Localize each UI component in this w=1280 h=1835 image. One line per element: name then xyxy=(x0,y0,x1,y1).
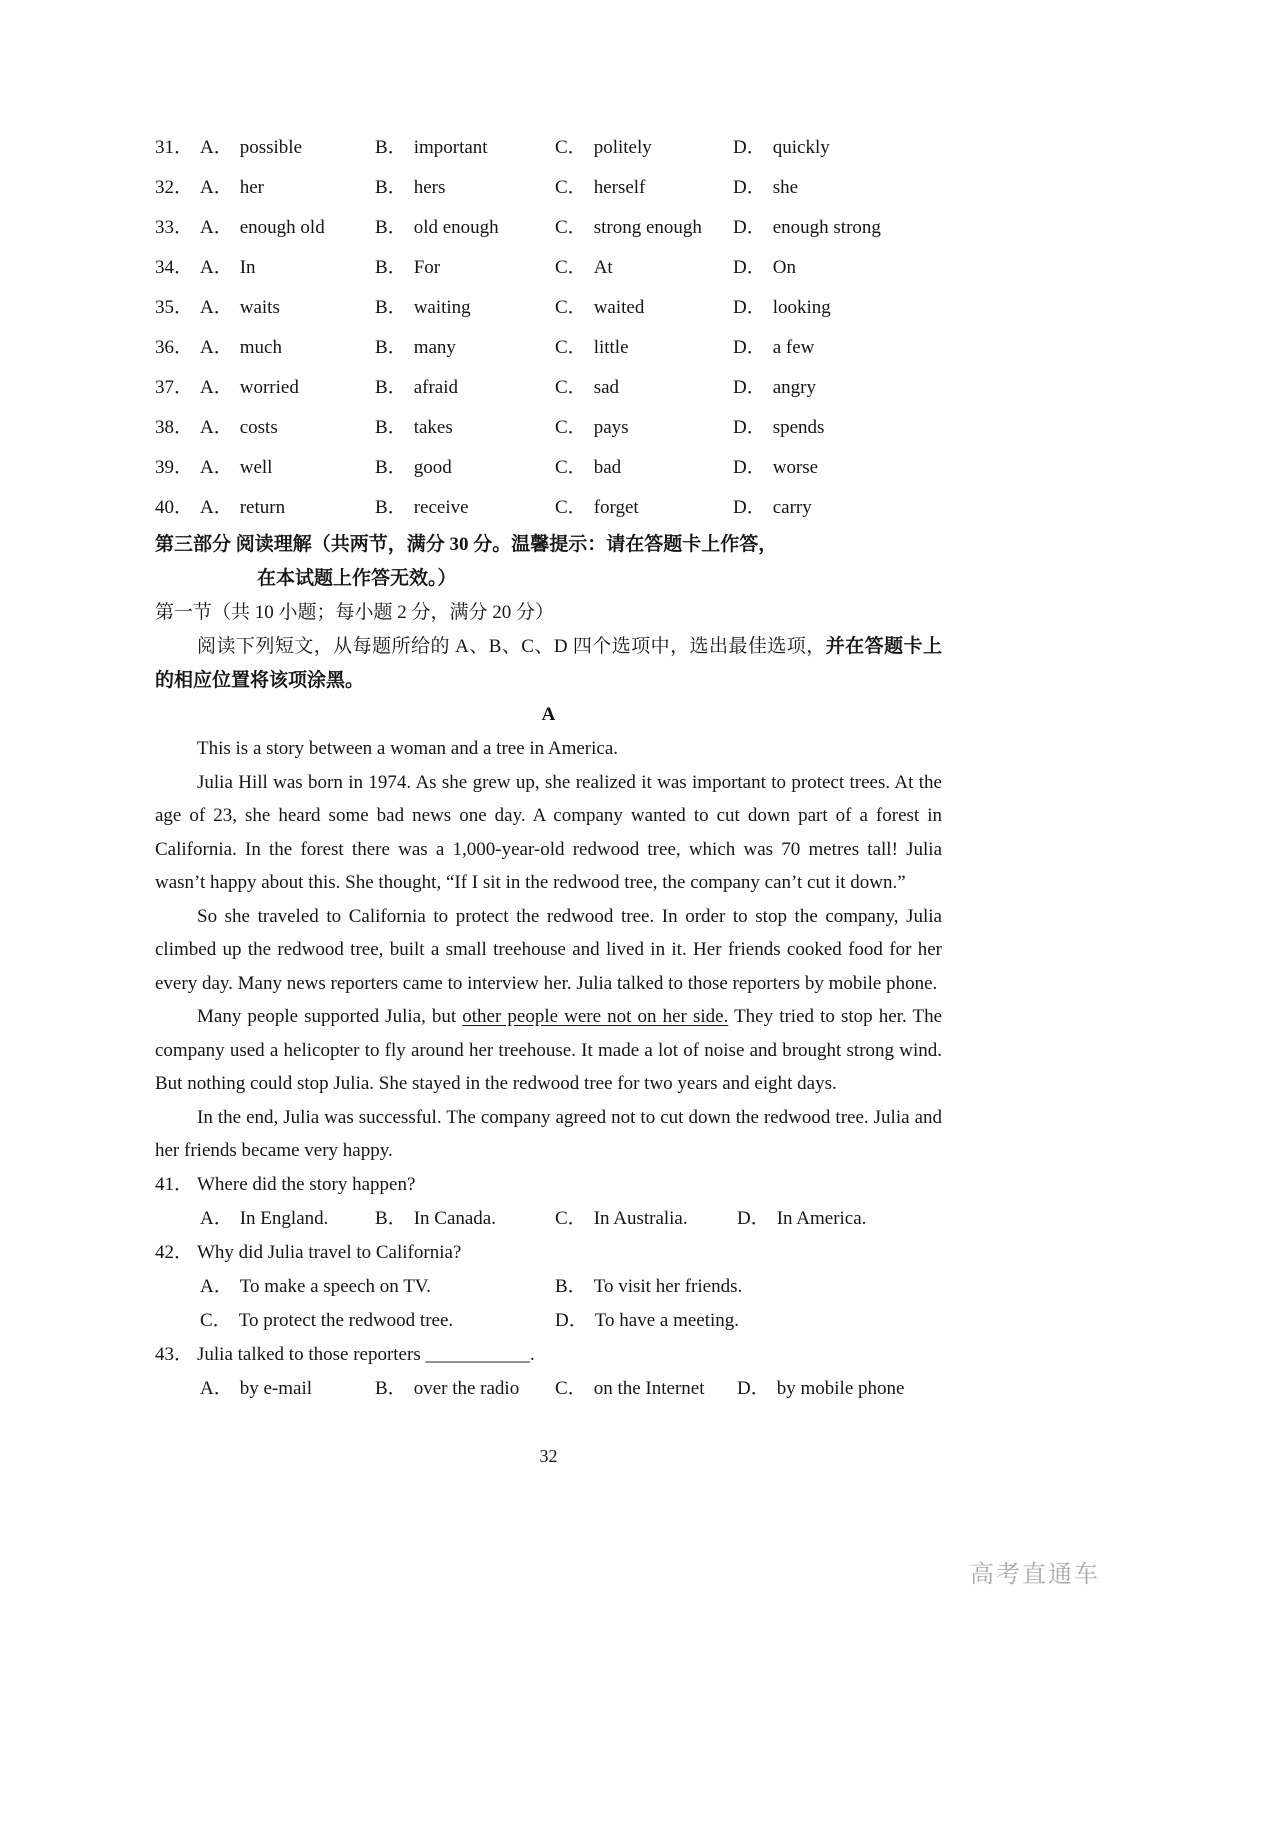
option-c-label: C． xyxy=(555,417,587,438)
option-c xyxy=(555,488,733,528)
option-c-text: forget xyxy=(593,497,639,518)
cloze-row-31 xyxy=(155,128,942,168)
option-a xyxy=(200,368,375,408)
paragraph4-post: They tried to stop her. The company used a helicopter to fly around her treehouse. It made a lot of noise and brought strong wind. But nothing could stop Julia. She stayed in the redwood tree for two years and eight days. xyxy=(155,1006,942,1094)
option-b xyxy=(375,448,555,488)
option-a-label: A． xyxy=(200,377,233,398)
option-d-label: D． xyxy=(733,297,766,318)
question-42-options-row1 xyxy=(200,1270,942,1304)
option-d-label: D． xyxy=(733,337,766,358)
option-c-text: In Australia. xyxy=(593,1207,688,1229)
option-c xyxy=(555,128,733,168)
question-number: 34． xyxy=(155,257,194,278)
option-b-text: old enough xyxy=(413,217,499,238)
paragraph4-pre: Many people supported Julia, but xyxy=(197,1006,463,1027)
option-a-label: A． xyxy=(200,1275,233,1297)
cloze-row-35 xyxy=(155,288,942,328)
option-a-label: A． xyxy=(200,297,233,318)
option-a-text: her xyxy=(239,177,264,198)
option-d xyxy=(733,168,942,208)
option-b-label: B． xyxy=(375,1207,407,1229)
cloze-row-33 xyxy=(155,208,942,248)
option-b xyxy=(375,1372,555,1406)
option-a xyxy=(200,328,375,368)
option-d-label: D． xyxy=(737,1207,770,1229)
option-b-label: B． xyxy=(375,137,407,158)
question-number: 43． xyxy=(155,1343,194,1365)
cloze-row-38 xyxy=(155,408,942,448)
option-c-label: C． xyxy=(555,497,587,518)
option-a-label: A． xyxy=(200,217,233,238)
option-b-text: over the radio xyxy=(413,1377,520,1399)
option-c-text: waited xyxy=(593,297,645,318)
option-b xyxy=(375,288,555,328)
option-a xyxy=(200,448,375,488)
question-number: 33． xyxy=(155,217,194,238)
option-b-text: important xyxy=(413,137,488,158)
option-b-text: waiting xyxy=(413,297,471,318)
option-d-text: a few xyxy=(772,337,815,358)
option-c-text: To protect the redwood tree. xyxy=(238,1309,454,1331)
option-b-label: B． xyxy=(375,217,407,238)
question-number: 41． xyxy=(155,1173,194,1195)
option-b xyxy=(375,1202,555,1236)
option-d-text: quickly xyxy=(772,137,830,158)
option-c-label: C． xyxy=(555,457,587,478)
option-b-label: B． xyxy=(375,337,407,358)
option-d-text: worse xyxy=(772,457,819,478)
cloze-row-36 xyxy=(155,328,942,368)
page-content xyxy=(155,128,942,1406)
option-a-label: A． xyxy=(200,137,233,158)
option-a xyxy=(200,128,375,168)
option-c xyxy=(555,448,733,488)
option-d xyxy=(733,208,942,248)
option-a-text: worried xyxy=(239,377,299,398)
option-d xyxy=(733,488,942,528)
option-c-label: C． xyxy=(555,257,587,278)
cloze-row-34 xyxy=(155,248,942,288)
option-c xyxy=(555,248,733,288)
question-number: 39． xyxy=(155,457,194,478)
option-a-label: A． xyxy=(200,1377,233,1399)
option-c-label: C． xyxy=(200,1309,232,1331)
passage-paragraph-4 xyxy=(155,1000,942,1101)
part3-header xyxy=(155,528,942,596)
option-b-text: afraid xyxy=(413,377,458,398)
option-d xyxy=(737,1202,942,1236)
option-c xyxy=(555,288,733,328)
option-d-text: she xyxy=(772,177,799,198)
option-d-label: D． xyxy=(733,417,766,438)
option-a xyxy=(200,1372,375,1406)
option-d xyxy=(733,248,942,288)
option-b-label: B． xyxy=(375,497,407,518)
option-c-label: C． xyxy=(555,137,587,158)
option-a-text: by e-mail xyxy=(239,1377,313,1399)
option-a-text: well xyxy=(239,457,273,478)
option-b-label: B． xyxy=(555,1275,587,1297)
question-number: 36． xyxy=(155,337,194,358)
option-a-label: A． xyxy=(200,177,233,198)
option-c-label: C． xyxy=(555,297,587,318)
option-d-label: D． xyxy=(733,217,766,238)
part3-header-line1: 第三部分 阅读理解（共两节，满分 30 分。温馨提示：请在答题卡上作答， xyxy=(155,534,778,555)
option-a-text: costs xyxy=(239,417,278,438)
option-a-text: To make a speech on TV. xyxy=(239,1275,431,1297)
option-b-label: B． xyxy=(375,417,407,438)
instructions-bold: 并在答题卡上的相应位置将该项涂黑。 xyxy=(155,636,942,691)
option-b-text: hers xyxy=(413,177,446,198)
option-d-label: D． xyxy=(733,177,766,198)
option-d xyxy=(733,448,942,488)
option-b-text: good xyxy=(413,457,452,478)
option-a-text: return xyxy=(239,497,286,518)
option-b-text: For xyxy=(413,257,441,278)
question-43-options xyxy=(200,1372,942,1406)
question-number: 37． xyxy=(155,377,194,398)
option-d xyxy=(733,328,942,368)
option-b-text: In Canada. xyxy=(413,1207,496,1229)
option-b xyxy=(375,248,555,288)
option-b-label: B． xyxy=(375,457,407,478)
option-c-text: pays xyxy=(593,417,629,438)
option-a-text: possible xyxy=(239,137,303,158)
reading-instructions xyxy=(155,630,942,698)
stem-text: Where did the story happen? xyxy=(197,1173,416,1195)
option-c-text: little xyxy=(593,337,629,358)
option-c-text: herself xyxy=(593,177,646,198)
option-d-label: D． xyxy=(555,1309,588,1331)
option-b-label: B． xyxy=(375,1377,407,1399)
option-a xyxy=(200,208,375,248)
passage-paragraph-1: This is a story between a woman and a tree in America. xyxy=(197,738,619,759)
question-42-stem xyxy=(155,1236,942,1270)
option-a-label: A． xyxy=(200,257,233,278)
option-c xyxy=(555,1372,737,1406)
option-c-text: strong enough xyxy=(593,217,702,238)
option-d-label: D． xyxy=(733,497,766,518)
option-d xyxy=(733,288,942,328)
watermark: 高考直通车 xyxy=(970,1561,1100,1588)
question-number: 42． xyxy=(155,1241,194,1263)
option-a xyxy=(200,168,375,208)
option-b xyxy=(375,408,555,448)
option-d-text: spends xyxy=(772,417,825,438)
option-b-text: receive xyxy=(413,497,469,518)
passage-paragraph-3: So she traveled to California to protect the redwood tree. In order to stop the company, Julia climbed up the redwood tree, built a small treehouse and lived in it. Her friends cooked food for her every day. Many news reporters came to interview her. Julia talked to those reporters by mobile phone. xyxy=(155,905,942,994)
question-number: 40． xyxy=(155,497,194,518)
option-d-text: looking xyxy=(772,297,831,318)
option-a-label: A． xyxy=(200,457,233,478)
option-d-text: In America. xyxy=(776,1207,867,1229)
question-41-stem xyxy=(155,1168,942,1202)
option-b xyxy=(375,128,555,168)
option-c-text: on the Internet xyxy=(593,1377,705,1399)
part3-header-line2: 在本试题上作答无效。） xyxy=(257,568,457,589)
question-43-stem xyxy=(155,1338,942,1372)
option-a xyxy=(200,1202,375,1236)
option-b-text: To visit her friends. xyxy=(593,1275,743,1297)
option-a-text: waits xyxy=(239,297,280,318)
option-b-label: B． xyxy=(375,297,407,318)
option-a-text: enough old xyxy=(239,217,325,238)
page-number: 32 xyxy=(539,1446,558,1466)
option-a xyxy=(200,408,375,448)
cloze-row-32 xyxy=(155,168,942,208)
option-c-label: C． xyxy=(555,1377,587,1399)
cloze-row-40 xyxy=(155,488,942,528)
option-d xyxy=(555,1304,942,1338)
passage-paragraph-2: Julia Hill was born in 1974. As she grew up, she realized it was important to protect trees. At the age of 23, she heard some bad news one day. A company wanted to cut down part of a forest in California. In the forest there was a 1,000-year-old redwood tree, which was 70 metres tall! Julia wasn’t happy about this. She thought, “If I sit in the redwood tree, the company can’t cut it down.” xyxy=(155,771,942,893)
option-d-label: D． xyxy=(737,1377,770,1399)
option-a xyxy=(200,248,375,288)
option-d-text: On xyxy=(772,257,796,278)
option-c xyxy=(555,208,733,248)
passage-title: A xyxy=(541,704,556,725)
option-b-label: B． xyxy=(375,257,407,278)
option-d xyxy=(733,408,942,448)
option-a xyxy=(200,1270,555,1304)
option-d-label: D． xyxy=(733,457,766,478)
underlined-phrase: other people were not on her side. xyxy=(462,1006,729,1027)
question-41-options xyxy=(200,1202,942,1236)
option-a-label: A． xyxy=(200,1207,233,1229)
option-d xyxy=(737,1372,942,1406)
option-c xyxy=(200,1304,555,1338)
option-c-label: C． xyxy=(555,177,587,198)
instructions-normal: 阅读下列短文，从每题所给的 A、B、C、D 四个选项中，选出最佳选项， xyxy=(197,636,826,657)
stem-text: Julia talked to those reporters ___________. xyxy=(197,1343,535,1365)
stem-text: Why did Julia travel to California? xyxy=(197,1241,462,1263)
option-c-text: politely xyxy=(593,137,652,158)
option-c xyxy=(555,368,733,408)
option-a xyxy=(200,288,375,328)
option-d-text: angry xyxy=(772,377,816,398)
cloze-row-39 xyxy=(155,448,942,488)
option-b-text: many xyxy=(413,337,456,358)
option-b xyxy=(375,368,555,408)
option-c xyxy=(555,408,733,448)
question-42-options-row2 xyxy=(200,1304,942,1338)
question-number: 31． xyxy=(155,137,194,158)
option-d-label: D． xyxy=(733,377,766,398)
option-c xyxy=(555,328,733,368)
option-a-label: A． xyxy=(200,417,233,438)
option-a xyxy=(200,488,375,528)
option-c xyxy=(555,168,733,208)
passage-paragraph-5: In the end, Julia was successful. The company agreed not to cut down the redwood tree. Julia and her friends became very happy. xyxy=(155,1106,942,1161)
section1-header: 第一节（共 10 小题；每小题 2 分，满分 20 分） xyxy=(155,602,555,623)
option-b-label: B． xyxy=(375,377,407,398)
option-a-label: A． xyxy=(200,497,233,518)
option-d-text: carry xyxy=(772,497,812,518)
cloze-options-block xyxy=(155,128,942,528)
option-d-label: D． xyxy=(733,137,766,158)
option-a-text: much xyxy=(239,337,282,358)
option-c-text: bad xyxy=(593,457,622,478)
option-c-label: C． xyxy=(555,337,587,358)
cloze-row-37 xyxy=(155,368,942,408)
option-b-text: takes xyxy=(413,417,453,438)
option-b xyxy=(375,488,555,528)
option-b xyxy=(555,1270,942,1304)
option-d-text: enough strong xyxy=(772,217,881,238)
option-c-text: At xyxy=(593,257,613,278)
option-a-label: A． xyxy=(200,337,233,358)
option-a-text: In xyxy=(239,257,256,278)
question-number: 38． xyxy=(155,417,194,438)
option-c-text: sad xyxy=(593,377,620,398)
question-number: 35． xyxy=(155,297,194,318)
option-c-label: C． xyxy=(555,377,587,398)
option-b xyxy=(375,208,555,248)
option-c xyxy=(555,1202,737,1236)
option-b xyxy=(375,168,555,208)
option-d xyxy=(733,368,942,408)
option-d-text: To have a meeting. xyxy=(594,1309,740,1331)
option-b xyxy=(375,328,555,368)
option-d-text: by mobile phone xyxy=(776,1377,905,1399)
option-a-text: In England. xyxy=(239,1207,329,1229)
option-c-label: C． xyxy=(555,1207,587,1229)
option-b-label: B． xyxy=(375,177,407,198)
option-c-label: C． xyxy=(555,217,587,238)
option-d xyxy=(733,128,942,168)
option-d-label: D． xyxy=(733,257,766,278)
question-number: 32． xyxy=(155,177,194,198)
